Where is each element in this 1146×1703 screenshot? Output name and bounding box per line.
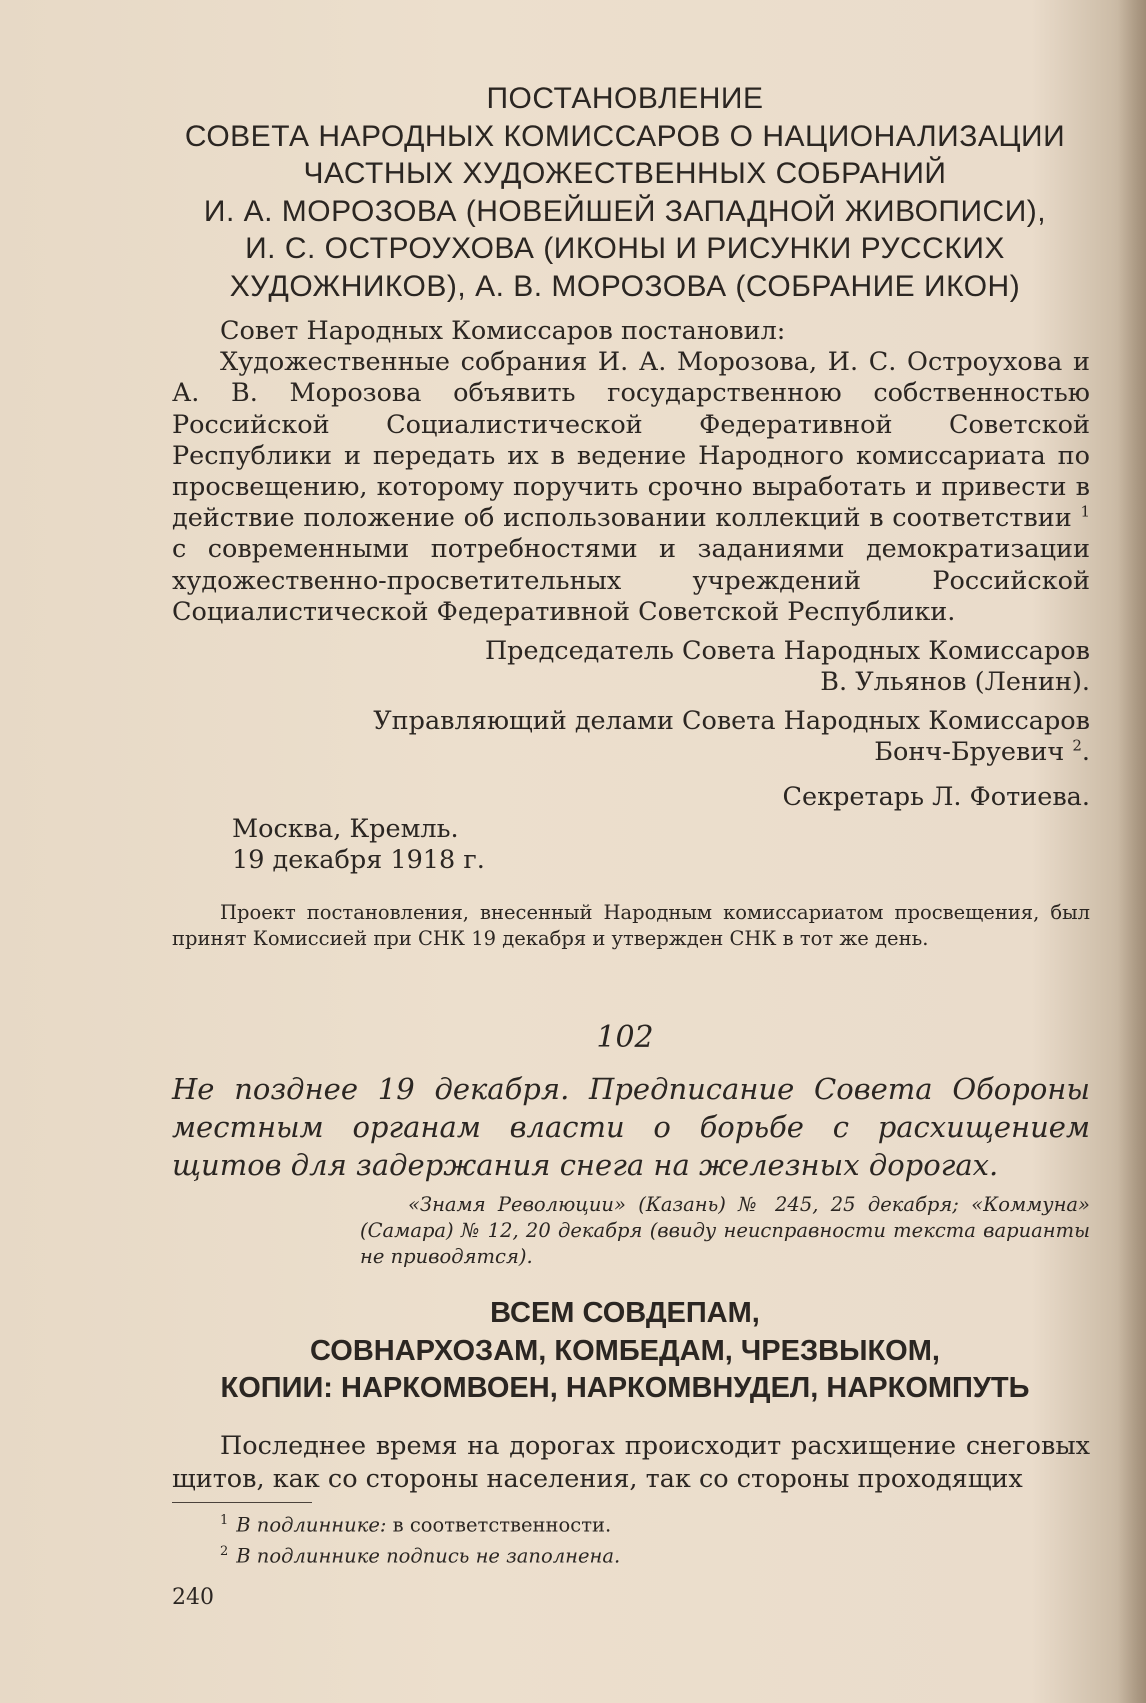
decree-heading — [150, 80, 1100, 305]
chair-title: Председатель Совета Народных Комиссаров — [484, 636, 1090, 666]
document-addressee — [150, 1295, 1100, 1408]
footnote-item — [220, 1508, 620, 1539]
document-title: Не позднее 19 декабря. Предписание Совета Обороны местным органам власти о борьбе с расхищением щитов для задержания снега на железных дорогах. — [172, 1072, 1090, 1182]
decree-body — [172, 316, 1090, 628]
addressee-line: КОПИИ: НАРКОМВОЕН, НАРКОМВНУДЕЛ, НАРКОМПУТЬ — [220, 1372, 1030, 1404]
footnote-italic: В подлиннике: — [236, 1513, 387, 1537]
document-source: «Знамя Революции» (Казань) № 245, 25 декабря; «Коммуна» (Самара) № 12, 20 декабря (ввиду неисправности текста варианты не приводятся). — [360, 1193, 1090, 1268]
page-number: 240 — [172, 1585, 214, 1610]
place-date — [232, 814, 485, 876]
document-text: Последнее время на дорогах происходит расхищение снеговых щитов, как со стороны населения, так со стороны проходящих — [172, 1431, 1090, 1494]
chair-signature — [485, 636, 1090, 698]
chair-name: В. Ульянов (Ленин). — [820, 667, 1090, 698]
decree-text-part2: с современными потребностями и заданиями демократизации художественно-просветительных учреждений Российской Социалистической Федеративной Советской Республики. — [172, 534, 1090, 627]
manager-title: Управляющий делами Совета Народных Комиссаров — [373, 706, 1090, 736]
footnote-marker: 1 — [220, 1513, 229, 1528]
footnote-marker: 2 — [220, 1543, 229, 1559]
manager-signature — [373, 706, 1090, 768]
date: 19 декабря 1918 г. — [232, 845, 485, 876]
decree-text — [172, 347, 1090, 628]
heading-line: И. С. ОСТРОУХОВА (ИКОНЫ И РИСУНКИ РУССКИХ — [245, 232, 1005, 265]
manager-name: Бонч-Бруевич — [874, 737, 1065, 768]
footnote-text: в соответственности. — [386, 1513, 612, 1537]
editorial-note: Проект постановления, внесенный Народным комиссариатом просвещения, был принят Комиссией при СНК 19 декабря и утвержден СНК в тот же день. — [172, 901, 1090, 950]
heading-line: ПОСТАНОВЛЕНИЕ — [486, 82, 764, 115]
manager-period: . — [1081, 737, 1090, 768]
heading-line: И. А. МОРОЗОВА (НОВЕЙШЕЙ ЗАПАДНОЙ ЖИВОПИСИ), — [203, 194, 1047, 228]
decree-opening: Совет Народных Комиссаров постановил: — [220, 316, 786, 346]
decree-text-part1: Художественные собрания И. А. Морозова, И. С. Остроухова и А. В. Морозова объявить государственною собственностью Российской Социалистической Федеративной Советской Республики и передать их в ведение Народного комиссариата по просвещению, которому поручить срочно выработать и привести в действие положение об использовании коллекций в соответствии — [172, 347, 1090, 534]
footnote-ref-1[interactable]: 1 — [1080, 502, 1090, 521]
footnote-item — [220, 1539, 620, 1570]
footnote-italic: В подлиннике подпись не заполнена. — [236, 1544, 621, 1567]
addressee-line: СОВНАРХОЗАМ, КОМБЕДАМ, ЧРЕЗВЫКОМ, — [310, 1334, 940, 1367]
page-edge-shadow — [1118, 0, 1146, 1703]
heading-line: СОВЕТА НАРОДНЫХ КОМИССАРОВ О НАЦИОНАЛИЗАЦИИ — [184, 119, 1066, 153]
footnotes — [220, 1508, 620, 1569]
document-number: 102 — [596, 1020, 654, 1055]
footnote-divider — [172, 1502, 312, 1503]
secretary-signature: Секретарь Л. Фотиева. — [782, 782, 1090, 812]
place: Москва, Кремль. — [232, 814, 459, 844]
heading-line: ХУДОЖНИКОВ), А. В. МОРОЗОВА (СОБРАНИЕ ИКОН) — [229, 269, 1021, 303]
footnote-ref-2[interactable]: 2 — [1072, 736, 1082, 755]
heading-line: ЧАСТНЫХ ХУДОЖЕСТВЕННЫХ СОБРАНИЙ — [303, 157, 947, 190]
addressee-line: ВСЕМ СОВДЕПАМ, — [490, 1297, 760, 1329]
